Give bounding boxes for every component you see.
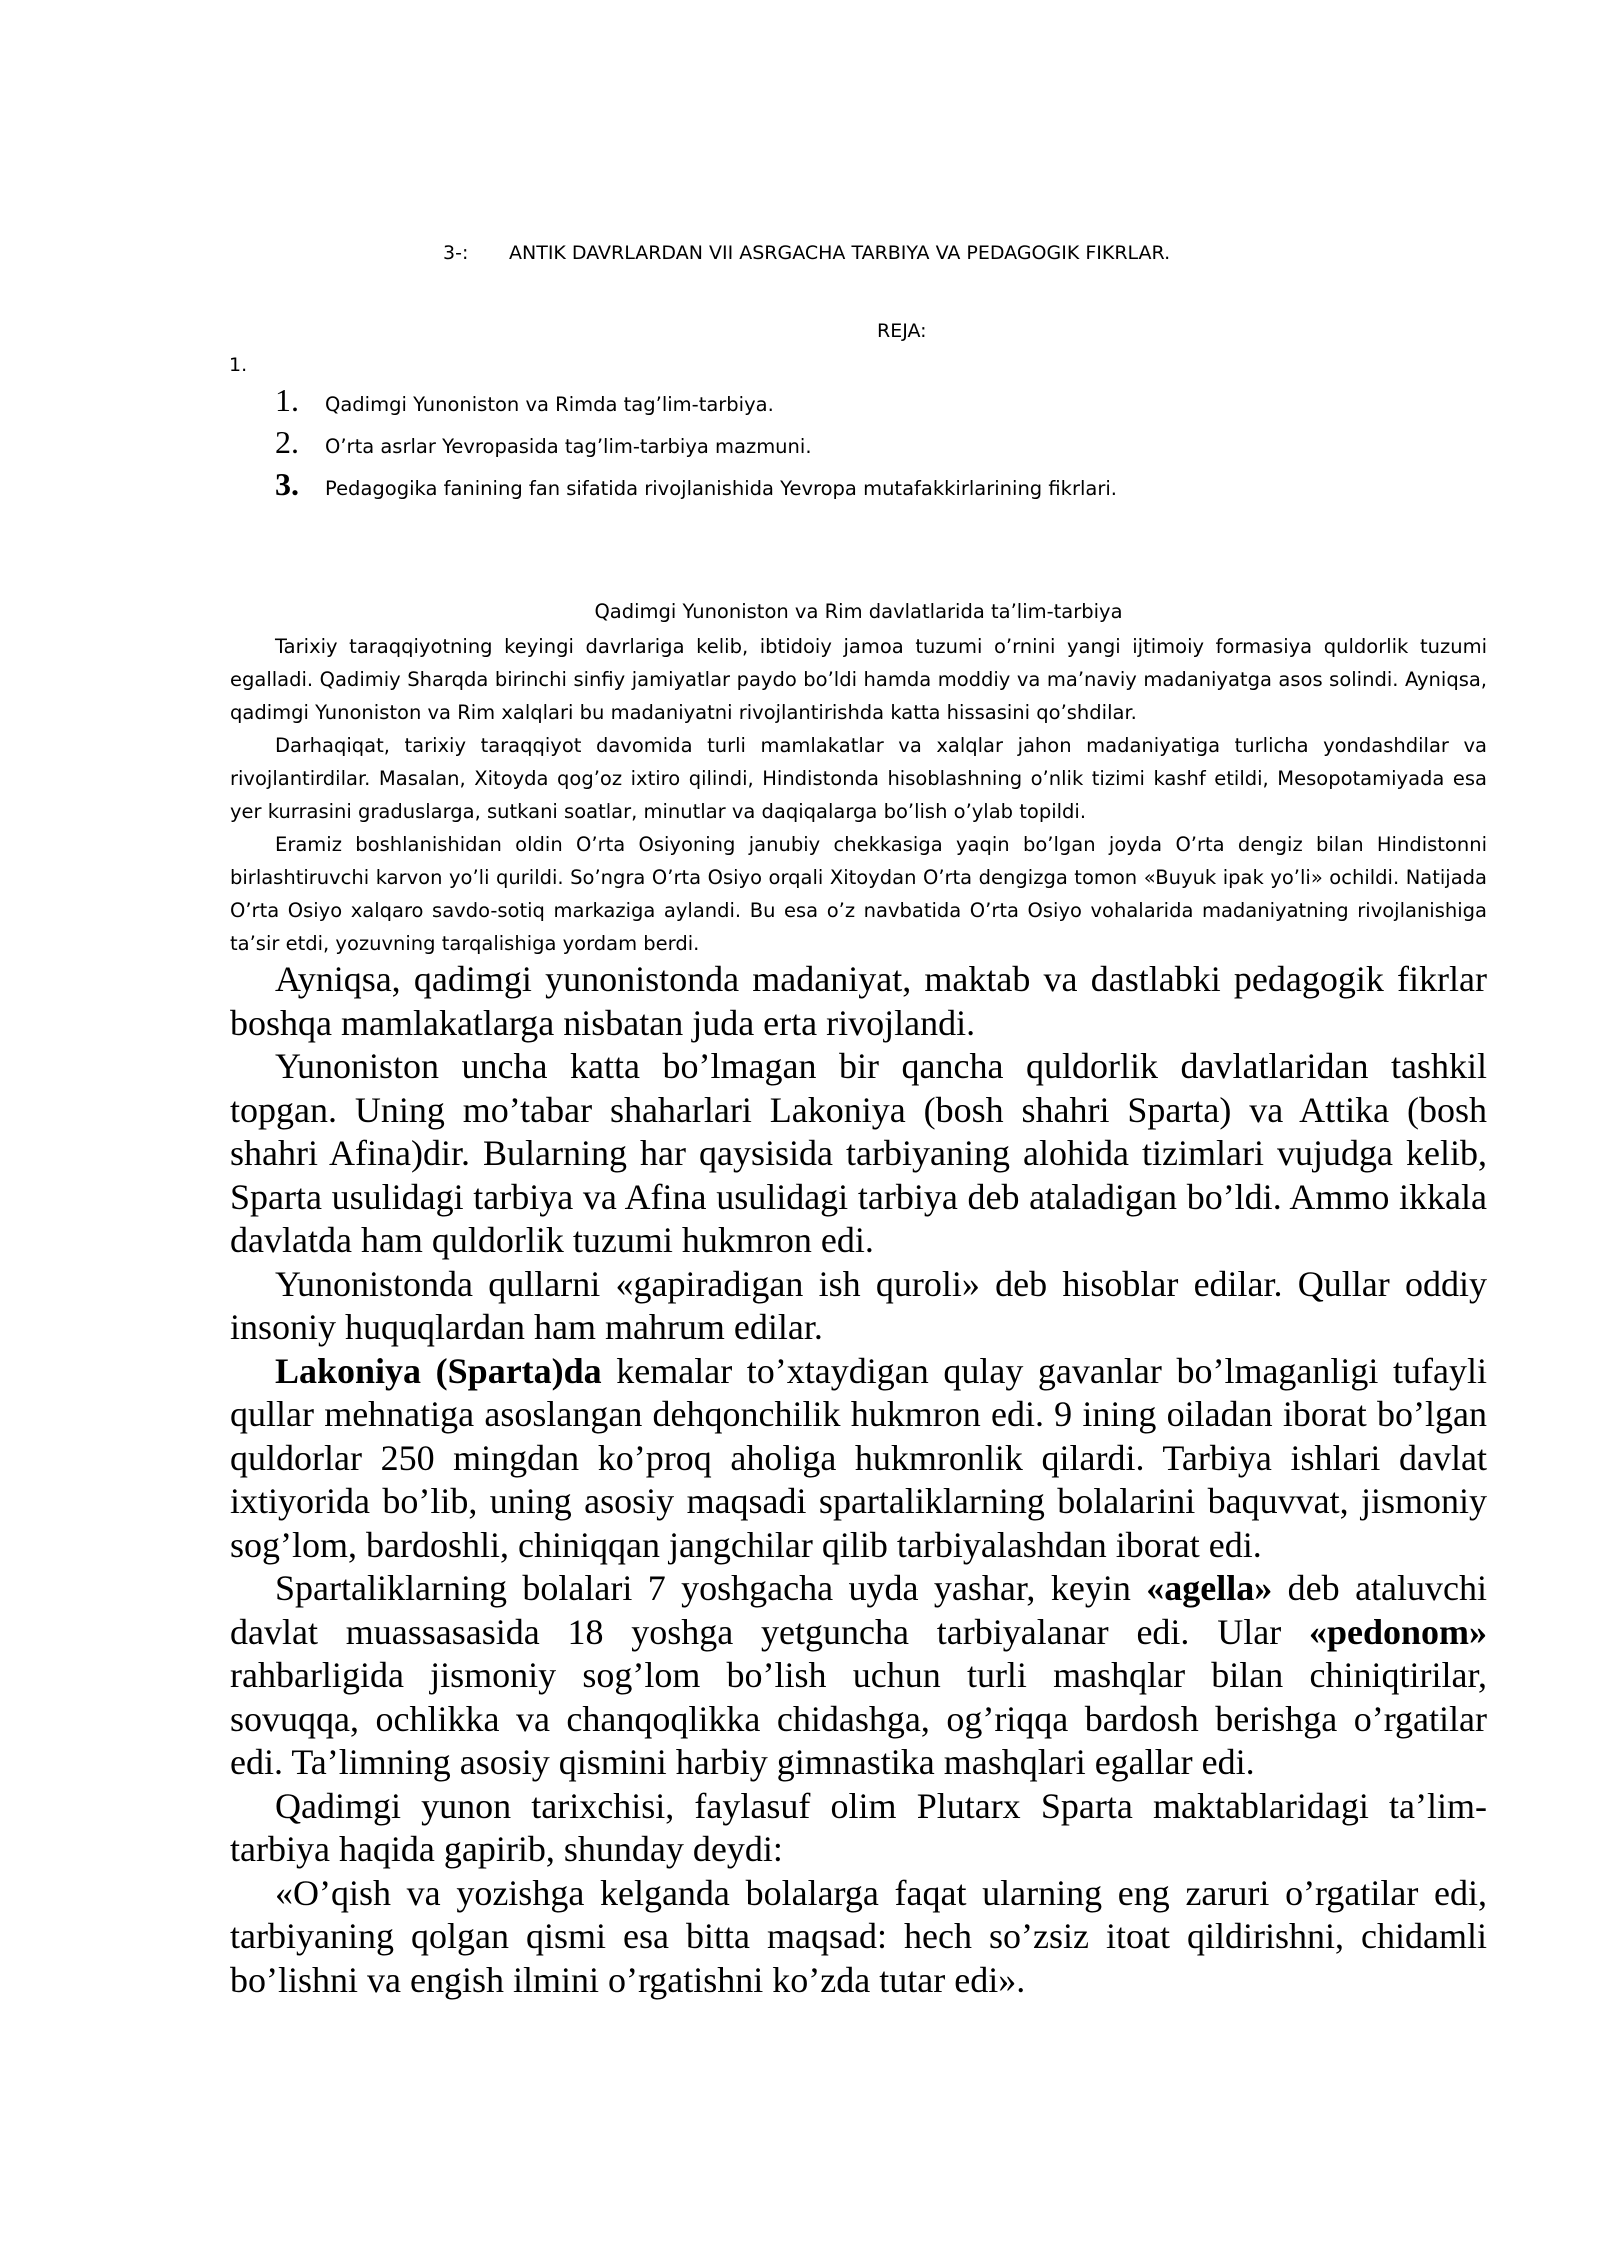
plan-label: REJA: bbox=[877, 320, 927, 342]
paragraph-text: deb ataluvchi davlat muassasasida 18 yoshga yetguncha tarbiyalanar edi. Ular bbox=[230, 1568, 1488, 1652]
plan-item bbox=[275, 424, 1117, 466]
plan-item-text: Pedagogika fanining fan sifatida rivojlanishida Yevropa mutafakkirlarining fikrlari. bbox=[325, 477, 1117, 500]
paragraph: Ayniqsa, qadimgi yunonistonda madaniyat, maktab va dastlabki pedagogik fikrlar boshqa mamlakatlarga nisbatan juda erta rivojlandi. bbox=[230, 959, 1487, 1043]
chapter-title bbox=[443, 242, 1170, 264]
plan-item-number: 1. bbox=[275, 382, 299, 418]
plan-item-text: Qadimgi Yunoniston va Rimda tag’lim-tarbiya. bbox=[325, 393, 774, 416]
plan-item bbox=[275, 382, 1117, 424]
paragraph: Yunonistonda qullarni «gapiradigan ish quroli» deb hisoblar edilar. Qullar oddiy insoniy huquqlardan ham mahrum edilar. bbox=[230, 1263, 1487, 1347]
plan-item-text: O’rta asrlar Yevropasida tag’lim-tarbiya mazmuni. bbox=[325, 435, 812, 458]
paragraph: Darhaqiqat, tarixiy taraqqiyot davomida turli mamlakatlar va xalqlar jahon madaniyatiga turlicha yondashdilar va rivojlantirdilar. Masalan, Xitoyda qog’oz ixtiro qilindi, Hindistonda hisoblashning o’nlik tizimi kashf etildi, Mesopotamiyada esa yer kurrasini graduslarga, sutkani soatlar, minutlar va daqiqalarga bo’lish o’ylab topildi. bbox=[230, 734, 1487, 823]
paragraph: Qadimgi yunon tarixchisi, faylasuf olim Plutarx Sparta maktablaridagi ta’lim-tarbiya haqida gapirib, shunday deydi: bbox=[230, 1785, 1487, 1869]
paragraph: «O’qish va yozishga kelganda bolalarga faqat ularning eng zaruri o’rgatilar edi, tarbiyaning qolgan qismi esa bitta maqsad: hech so’zsiz itoat qildirishni, chidamli bo’lishni va engish ilmini o’rgatishni ko’zda tutar edi». bbox=[230, 1872, 1487, 2000]
main-paragraphs bbox=[230, 958, 1487, 2002]
paragraph-text: Spartaliklarning bolalari 7 yoshgacha uyda yashar, keyin bbox=[275, 1568, 1147, 1608]
intro-paragraphs bbox=[230, 630, 1487, 960]
bold-term: «pedonom» bbox=[1308, 1611, 1487, 1652]
paragraph-text: kemalar to’xtaydigan qulay gavanlar bo’lmaganligi tufayli qullar mehnatiga asoslangan dehqonchilik hukmron edi. 9 ining oiladan iborat bo’lgan quldorlar 250 mingdan ko’proq aholiga hukmronlik qilardi. Tarbiya ishlari davlat ixtiyorida bo’lib, uning asosiy maqsadi spartaliklarning bolalarini baquvvat, jismoniy sog’lom, bardoshli, chiniqqan jangchilar qilib tarbiyalashdan iborat edi. bbox=[230, 1350, 1487, 1565]
paragraph bbox=[230, 1567, 1487, 1785]
paragraph: Eramiz boshlanishidan oldin O’rta Osiyoning janubiy chekkasiga yaqin bo’lgan joyda O’rta dengiz bilan Hindistonni birlashtiruvchi karvon yo’li qurildi. So’ngra O’rta Osiyo orqali Xitoydan O’rta dengizga tomon «Buyuk ipak yo’li» ochildi. Natijada O’rta Osiyo xalqaro savdo-sotiq markaziga aylandi. Bu esa o’z navbatida O’rta Osiyo vohalarida madaniyatning rivojlanishiga ta’sir etdi, yozuvning tarqalishiga yordam berdi. bbox=[230, 833, 1487, 955]
section-heading: Qadimgi Yunoniston va Rim davlatlarida ta’lim-tarbiya bbox=[594, 600, 1123, 623]
paragraph bbox=[230, 1350, 1487, 1568]
plan-list bbox=[275, 382, 1117, 508]
bold-term: Lakoniya (Sparta)da bbox=[275, 1350, 602, 1391]
paragraph: Yunoniston uncha katta bo’lmagan bir qancha quldorlik davlatlaridan tashkil topgan. Uning mo’tabar shaharlari Lakoniya (bosh shahri Sparta) va Attika (bosh shahri Afina)dir. Bularning har qaysisida tarbiyaning alohida tizimlari vujudga kelib, Sparta usulidagi tarbiya va Afina usulidagi tarbiya deb ataladigan bo’ldi. Ammo ikkala davlatda ham quldorlik tuzumi hukmron edi. bbox=[230, 1046, 1487, 1260]
bold-term: «agella» bbox=[1146, 1568, 1273, 1608]
plan-item-number: 3. bbox=[275, 466, 299, 502]
paragraph: Tarixiy taraqqiyotning keyingi davrlariga kelib, ibtidoiy jamoa tuzumi o’rnini yangi ijtimoiy formasiya quldorlik tuzumi egalladi. Qadimiy Sharqda birinchi sinfiy jamiyatlar paydo bo’ldi hamda moddiy va ma’naviy madaniyatga asos solindi. Ayniqsa, qadimgi Yunoniston va Rim xalqlari bu madaniyatni rivojlantirishda katta hissasini qo’shdilar. bbox=[230, 635, 1487, 724]
chapter-number: 3-: bbox=[443, 242, 469, 264]
stray-list-number: 1. bbox=[229, 354, 248, 376]
plan-item bbox=[275, 466, 1117, 508]
paragraph-text: rahbarligida jismoniy sog’lom bo’lish uchun turli mashqlar bilan chiniqtirilar, sovuqqa, ochlikka va chanqoqlikka chidashga, og’riqqa bardosh berishga o’rgatilar edi. Ta’limning asosiy qismini harbiy gimnastika mashqlari egallar edi. bbox=[230, 1655, 1487, 1782]
chapter-title-text: ANTIK DAVRLARDAN VII ASRGACHA TARBIYA VA PEDAGOGIK FIKRLAR. bbox=[509, 242, 1171, 264]
plan-item-number: 2. bbox=[275, 424, 299, 460]
